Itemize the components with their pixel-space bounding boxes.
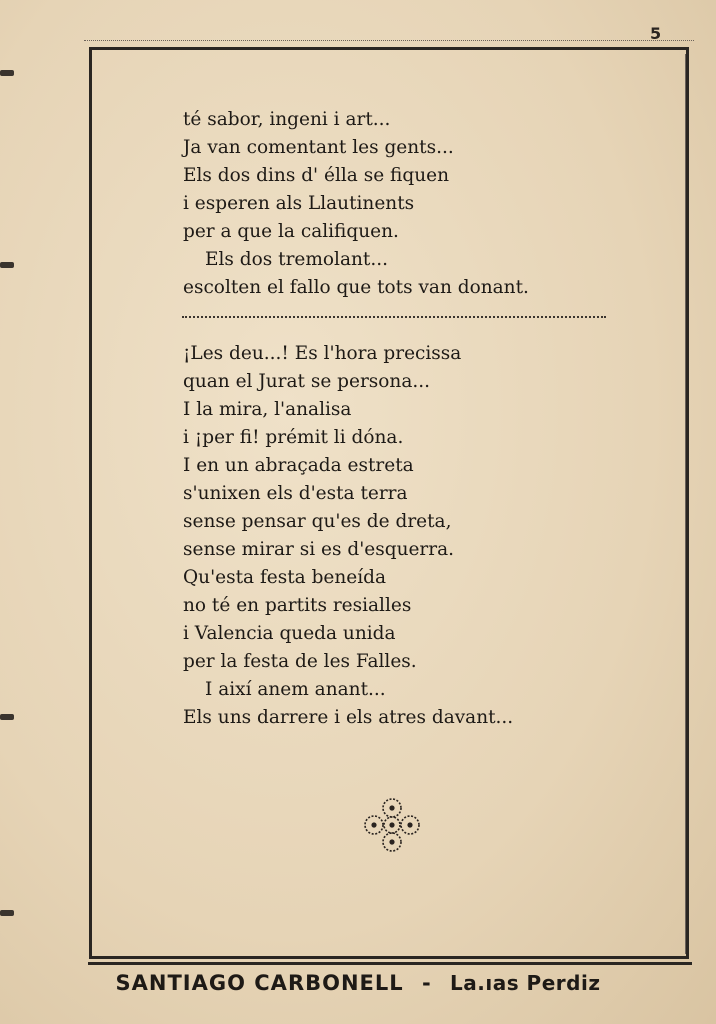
poem-line: sense mirar si es d'esquerra. [183, 539, 455, 560]
stanza-1 [183, 106, 623, 302]
poem-line: escolten el fallo que tots van donant. [183, 277, 529, 298]
poem-line: per a que la califiquen. [183, 221, 399, 242]
poem-line: s'unixen els d'esta terra [183, 483, 408, 504]
footer-author: SANTIAGO CARBONELL [115, 971, 404, 995]
poem-line: té sabor, ingeni i art... [183, 109, 391, 130]
binding-mark [0, 910, 14, 916]
poem-line: sense pensar qu'es de dreta, [183, 511, 452, 532]
binding-mark [0, 70, 14, 76]
footer-separator: - [421, 971, 432, 995]
poem-line: Els dos tremolant... [205, 249, 388, 270]
poem-line: ¡Les deu...! Es l'hora precissa [183, 343, 462, 364]
poem-line: I així anem anant... [205, 679, 386, 700]
stanza-separator [182, 316, 606, 318]
poem-line: I la mira, l'analisa [183, 399, 352, 420]
poem-line: Els uns darrere i els atres davant... [183, 707, 514, 728]
poem-line: i Valencia queda unida [183, 623, 396, 644]
poem-line: no té en partits resialles [183, 595, 412, 616]
footer-rule [88, 962, 692, 965]
poem-line: i ¡per fi! prémit li dóna. [183, 427, 404, 448]
poem-line: Ja van comentant les gents... [183, 137, 454, 158]
binding-mark [0, 714, 14, 720]
binding-mark [0, 262, 14, 268]
poem-line: I en un abraçada estreta [183, 455, 414, 476]
stanza-2 [183, 340, 623, 732]
poem-line: per la festa de les Falles. [183, 651, 417, 672]
poem-line: quan el Jurat se persona... [183, 371, 431, 392]
footer-place: La.ıas Perdiz [450, 971, 601, 995]
page-number: 5 [650, 24, 662, 43]
top-rule [84, 40, 694, 41]
poem-line: Els dos dins d' élla se fiquen [183, 165, 449, 186]
poem-line: i esperen als Llautinents [183, 193, 415, 214]
poem-line: Qu'esta festa beneída [183, 567, 387, 588]
floral-ornament-icon [360, 795, 424, 855]
footer-credit [0, 966, 716, 1000]
